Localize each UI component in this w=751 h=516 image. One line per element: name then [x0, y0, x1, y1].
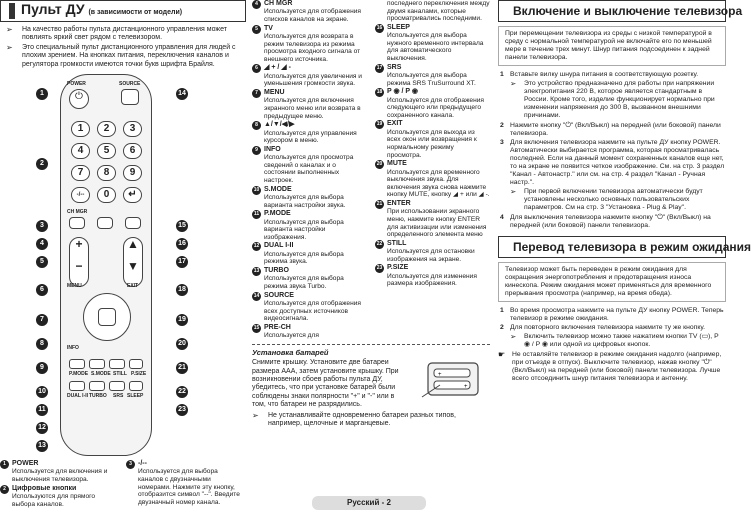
item-exit: 19 EXIT Используется для выхода из всех окон или возвращения к нормальному режиму просмотра. [376, 120, 477, 159]
standby-intro: Телевизор может быть переведен в режим ожидания для сокращения энергопотребления и предотвращения износа кинескопа. Режим ожидания может применяться для временного прерывания просмотра (например, на время обеда). [498, 262, 726, 302]
power-icon: ⏻ [75, 91, 83, 103]
remote-notes [0, 26, 246, 69]
exit-label: EXIT [127, 283, 139, 290]
item-psize: 23 P.SIZE Используется для изменения размера изображения. [376, 264, 477, 288]
item-dash: 3 -/-- Используется для выбора каналов с двузначными номерами. Нажмите эту кнопку, отобразится символ "--". Введите двузначный номер канала. [126, 460, 244, 506]
power-step-3: 3 Для включения телевизора нажмите на пульте ДУ кнопку POWER. Автоматически выбирается программа, которая просматривалась последней. Если на данный момент сохраненных каналов еще нет, то на экране не появится четкое изображение. См. на стр. 3 раздел "Канал - Автонастр." или см. на стр. 4 раздел "Канал - Ручная настр.". ➢ При первой включении телевизора автоматически будут установлены несколько основных пользовательских параметров. См на стр. 3 "Установка - Plug & Play". [498, 139, 726, 212]
num-1: 1 [71, 121, 90, 137]
num-8: 8 [97, 165, 116, 181]
srs-button [109, 381, 125, 391]
num-2: 2 [97, 121, 116, 137]
remote-illustration [0, 70, 246, 460]
standby-title: Перевод телевизора в режим ожидания [513, 239, 751, 254]
remote-column [0, 0, 246, 509]
callout-1: 1 [36, 88, 48, 100]
item-cursor: 8 ▲/▼/◀/▶ Используется для управления курсором в меню. [252, 121, 367, 145]
item-chmgr: 4 CH MGR Используется для отображения списков каналов на экране. [252, 0, 367, 24]
description-columns [252, 0, 490, 341]
bottom-right-items [126, 460, 244, 509]
chmgr-button [69, 217, 85, 229]
num-4: 4 [71, 143, 90, 159]
chmgr-label: CH MGR [67, 209, 88, 216]
psize-button [129, 359, 143, 369]
item-srs: 17 SRS Используется для выбора режима SRS TruSurround XT. [376, 63, 476, 87]
callout-17: 17 [176, 256, 188, 268]
power-column [498, 0, 751, 383]
item-info: 9 INFO Используется для просмотра сведений о каналах и о состоянии выполненных настроек. [252, 146, 367, 185]
item-sleep: 16 SLEEP Используется для выбора нужного временного интервала для автоматического выключения. [376, 23, 484, 62]
smode-label: S.MODE [91, 371, 111, 378]
callout-10: 10 [36, 386, 48, 398]
standby-note: ☛ Не оставляйте телевизор в режиме ожидания надолго (например, при отъезде в отпуск). Выключите телевизор, нажав кнопку "⏻" (Вкл/Выкл) на передней (или боковой) панели телевизора. Лучше всего отсоединить шнур питания телевизора и антенну. [498, 349, 722, 382]
callout-2: 2 [36, 158, 48, 170]
item-power: 1 POWER Используется для включения и выключения телевизора. [0, 460, 118, 484]
source-label: SOURCE [119, 81, 141, 88]
battery-note: ➢ Не устанавливайте одновременно батареи разных типов, например, щелочные и марганцевые. [252, 412, 490, 429]
num-0: 0 [97, 187, 116, 203]
power-step-2: 2 Нажмите кнопку "⏻" (Вкл/Выкл) на передней (или боковой) панели телевизора. [500, 121, 721, 137]
callout-22: 22 [176, 386, 188, 398]
num-7: 7 [71, 165, 90, 181]
callout-23: 23 [176, 404, 188, 416]
callout-8: 8 [36, 338, 48, 350]
num-dash: -/-- [71, 187, 90, 203]
power-step-1: 1 Вставьте вилку шнура питания в соответствующую розетку. ➢ Это устройство предназначено для работы при напряжении электропитания 220 В, которое является стандартным в России. Кроме того, изделие функционирует нормально при изменении напряжения до 300 В, вызванном внешними причинами. [498, 71, 726, 120]
turbo-label: TURBO [89, 393, 107, 400]
callout-18: 18 [176, 284, 188, 296]
standby-step-1: 1 Во время просмотра нажмите на пульте ДУ кнопку POWER. Теперь телевизор в режиме ожидания. [500, 306, 724, 322]
description-left [252, 0, 367, 341]
info-label: INFO [67, 345, 79, 352]
item-still: 22 STILL Используется для остановки изображения на экране. [376, 239, 475, 263]
bottom-left-items [0, 460, 118, 509]
tv-button [125, 217, 141, 229]
remote-body [60, 74, 152, 456]
channel-rocker: ▲ ▼ [123, 237, 143, 287]
description-right [375, 0, 490, 341]
item-prech-cont: последнего переключения между двумя каналами, которые просматривались последними. [387, 0, 490, 23]
callout-11: 11 [36, 404, 48, 416]
remote-note-1: ➢ На качество работы пульта дистанционного управления может повлиять яркий свет рядом с телевизором. [6, 26, 246, 43]
item-smode: 10 S.MODE Используется для выбора варианта настройки звука. [253, 185, 346, 209]
source-button [121, 89, 139, 105]
item-mute: 20 MUTE Используется для временного выключения звука. Для включения звука снова нажмите кнопку MUTE, кнопку ◢ + или ◢ -. [376, 160, 490, 199]
power-step-4: 4 Для выключения телевизора нажмите кнопку "⏻" (Вкл/Выкл) на передней (или боковой) панели телевизора. [500, 213, 711, 229]
item-source: 14 SOURCE Используется для отображения всех доступных источников видеосигнала. [253, 291, 361, 323]
srs-label: SRS [113, 393, 124, 400]
callout-4: 4 [36, 238, 48, 250]
callout-13: 13 [36, 440, 48, 452]
item-channel: 18 P ◉ / P ◉ Используется для отображения следующего или предыдущего сохраненного канала. [376, 88, 484, 119]
callout-20: 20 [176, 338, 188, 350]
item-turbo: 13 TURBO Используется для выбора режима звука Turbo. [253, 266, 344, 290]
callout-6: 6 [36, 284, 48, 296]
button-descriptions-column [252, 0, 490, 429]
sleep-button [129, 381, 143, 391]
power-button [69, 89, 89, 109]
item-tv: 5 TV Используется для возврата в режим телевизора из режима просмотра входного сигнала от внешнего источника. [252, 25, 367, 64]
power-intro: При перемещении телевизора из среды с низкой температурой в среду с нормальной температурой не включайте его по меньшей мере в течение трех минут. Шнур питания подсоединен к задней панели телевизора. [498, 26, 726, 66]
item-menu: 7 MENU Используется для включения экранного меню или возврата в предыдущее меню. [252, 89, 367, 120]
pmode-label: P.MODE [69, 371, 89, 378]
callout-16: 16 [176, 238, 188, 250]
callout-12: 12 [36, 422, 48, 434]
item-pmode: 11 P.MODE Используется для выбора варианта настройки изображения. [253, 210, 344, 241]
battery-section [252, 344, 490, 429]
power-section-header [498, 0, 743, 22]
standby-step-2: 2 Для повторного включения телевизора нажмите ту же кнопку. ➢ Включить телевизор можно также нажатием кнопки TV (▭), P ◉ / P ◉ или одной из цифровых кнопок. [498, 324, 726, 349]
callout-21: 21 [176, 362, 188, 374]
psize-label: P.SIZE [131, 371, 147, 378]
num-3: 3 [123, 121, 142, 137]
menu-label: MENU [67, 283, 82, 290]
note-hand-icon: ☛ [498, 349, 506, 359]
volume-rocker: + − [69, 237, 89, 287]
battery-compartment-illustration [420, 357, 486, 401]
standby-section-header [498, 236, 751, 258]
callout-14: 14 [176, 88, 188, 100]
item-digits: 2 Цифровые кнопки Используются для прямого выбора каналов. [0, 485, 118, 509]
header-marker [9, 3, 15, 19]
turbo-button [89, 381, 105, 391]
dual-button [69, 381, 85, 391]
page-number: Русский - 2 [312, 496, 426, 510]
callout-3: 3 [36, 220, 48, 232]
remote-title: Пульт ДУ (в зависимости от модели) [21, 1, 183, 17]
item-prech: 15 PRE-CH Используется для [253, 323, 319, 340]
svg-text:+: + [464, 383, 468, 390]
callout-7: 7 [36, 314, 48, 326]
num-prech: ↵ [123, 187, 142, 203]
item-dual: 12 DUAL I-II Используется для выбора режима звука. [253, 242, 344, 266]
num-6: 6 [123, 143, 142, 159]
power-title: Включение и выключение телевизора [513, 4, 743, 18]
remote-section-header [0, 0, 246, 22]
battery-title: Установка батарей [252, 347, 329, 357]
remote-bottom-descriptions [0, 460, 246, 509]
remote-note-2: ➢ Это специальный пульт дистанционного управления для людей с плохим зрением. На кнопках питания, переключения каналов и регулятора громкости имеются точки букв шрифта Брайля. [6, 44, 246, 69]
callout-5: 5 [36, 256, 48, 268]
smode-button [89, 359, 105, 369]
callout-15: 15 [176, 220, 188, 232]
navigation-pad [83, 293, 131, 341]
pmode-button [69, 359, 85, 369]
callout-9: 9 [36, 362, 48, 374]
mute-button [97, 217, 113, 229]
svg-text:+: + [438, 371, 442, 378]
callout-19: 19 [176, 314, 188, 326]
num-9: 9 [123, 165, 142, 181]
dual-label: DUAL I-II [67, 393, 89, 400]
item-enter: 21 ENTER При использовании экранного меню, нажмите кнопку ENTER для активизации или изменения определенного элемента меню [376, 199, 487, 239]
enter-button [98, 308, 116, 326]
still-button [109, 359, 125, 369]
power-label: POWER [67, 81, 86, 88]
num-5: 5 [97, 143, 116, 159]
battery-text: Снимите крышку. Установите две батареи размера AAA, затем установите крышку. При возникновении сбоев работы пульта ДУ, убедитесь, что при установке батарей были соблюдены знаки полярности "+" и "-" или в том, что батареи не разрядились. [252, 359, 399, 409]
still-label: STILL [113, 371, 127, 378]
sleep-label: SLEEP [127, 393, 144, 400]
item-volume: 6 ◢ + / ◢ - Используется для увеличения и уменьшения громкости звука. [252, 64, 367, 88]
